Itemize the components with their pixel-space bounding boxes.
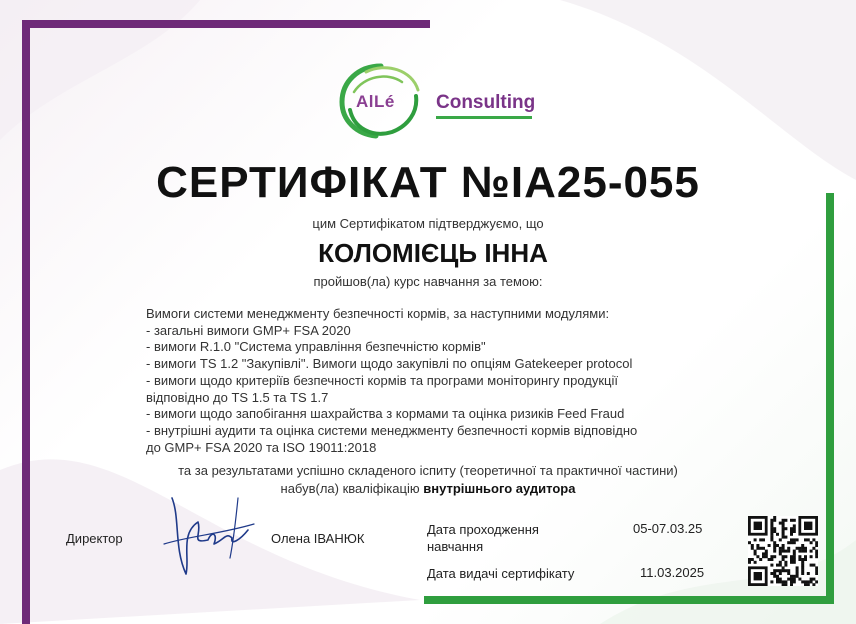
- signature-icon: [150, 478, 260, 588]
- topic-line: - загальні вимоги GMP+ FSA 2020: [146, 322, 351, 338]
- course-topic: [146, 306, 746, 456]
- frame-line-purple-left: [22, 20, 30, 624]
- topic-line: Вимоги системи менеджменту безпечності кормів, за наступними модулями:: [146, 306, 610, 321]
- issue-date-label: Дата видачі сертифікату: [427, 566, 575, 581]
- qualification-line: [0, 480, 856, 498]
- topic-line: відповідно до TS 1.5 та TS 1.7: [146, 389, 329, 405]
- issue-date-value: 11.03.2025: [640, 565, 705, 580]
- qualification-title: внутрішнього аудитора: [423, 481, 576, 496]
- logo-mark-text: AlLé: [356, 92, 395, 111]
- result-line: та за результатами успішно складеного іспиту (теоретичної та практичної частини): [178, 463, 678, 478]
- qualification-prefix: набув(ла) кваліфікацію: [280, 481, 424, 496]
- director-name: Олена ІВАНЮК: [271, 531, 365, 546]
- topic-line: - вимоги R.1.0 "Система управління безпечністю кормів": [146, 339, 486, 355]
- director-label: Директор: [66, 531, 123, 546]
- training-date-label: [427, 521, 539, 555]
- training-date-label-line: Дата проходження: [427, 522, 539, 537]
- company-logo: [330, 56, 540, 136]
- certificate-title: СЕРТИФІКАТ №IA25-055: [156, 158, 700, 207]
- logo-underline: [436, 116, 532, 119]
- exam-result: [0, 462, 856, 498]
- logo-word-text: Consulting: [436, 92, 536, 113]
- training-date-value: 05-07.03.25: [633, 521, 703, 536]
- topic-line: - внутрішні аудити та оцінка системи менеджменту безпечності кормів відповідно: [146, 422, 638, 438]
- training-date-label-line: навчання: [427, 539, 484, 554]
- frame-line-green-bottom: [424, 596, 834, 604]
- confirm-text: цим Сертифікатом підтверджуємо, що: [312, 216, 544, 231]
- topic-line: - вимоги TS 1.2 "Закупівлі". Вимоги щодо закупівлі по опціям Gatekeeper protocol: [146, 356, 633, 372]
- recipient-name: КОЛОМІЄЦЬ ІННА: [318, 238, 548, 268]
- frame-line-purple-top: [22, 20, 430, 28]
- topic-line: - вимоги щодо критеріїв безпечності кормів та програми моніторингу продукції: [146, 372, 618, 388]
- course-passed-text: пройшов(ла) курс навчання за темою:: [313, 274, 543, 289]
- topic-line: до GMP+ FSA 2020 та ISO 19011:2018: [146, 439, 377, 455]
- topic-line: - вимоги щодо запобігання шахрайства з кормами та оцінка ризиків Feed Fraud: [146, 406, 625, 422]
- qr-code-icon[interactable]: [748, 516, 818, 586]
